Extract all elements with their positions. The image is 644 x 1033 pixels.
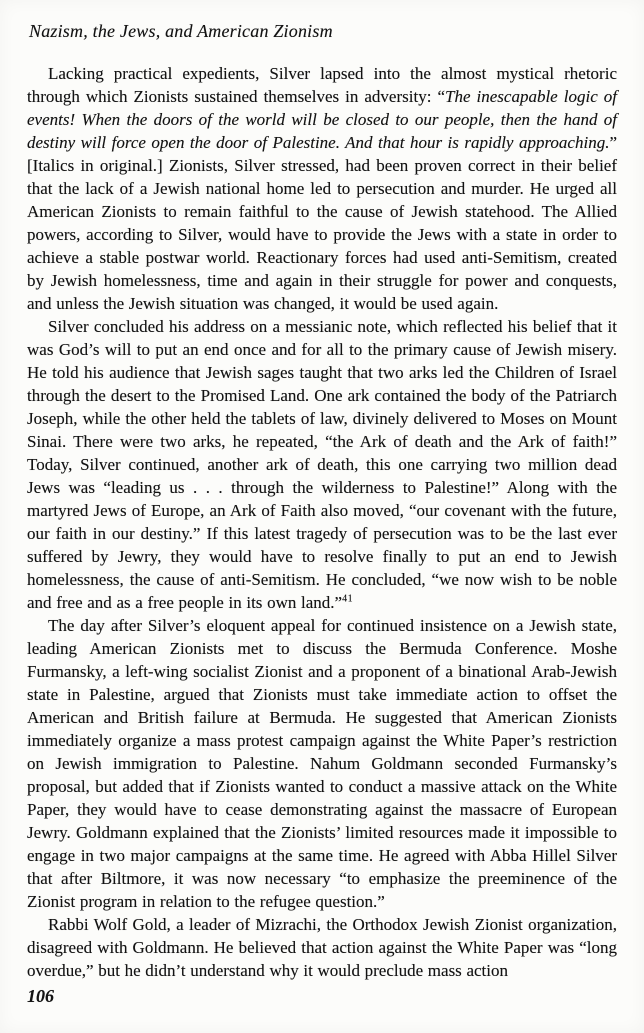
paragraph-1-rest: ” [Italics in original.] Zionists, Silver stressed, had been proven correct in their belief that the lack of a Jewish national home led to persecution and murder. He urged all American Zionists to remain faithful to the cause of Jewish statehood. The Allied powers, according to Silver, would have to provide the Jews with a state in order to achieve a stable postwar world. Reactionary forces had used anti-Semitism, created by Jewish homelessness, time and again in their struggle for power and conquests, and unless the Jewish situation was changed, it would be used again. <box>27 133 617 313</box>
paragraph-4 <box>27 913 617 982</box>
body-text <box>27 62 617 982</box>
paragraph-2 <box>27 315 617 614</box>
paragraph-1 <box>27 62 617 315</box>
running-head: Nazism, the Jews, and American Zionism <box>29 21 333 41</box>
page-number: 106 <box>27 986 54 1006</box>
footnote-reference: 41 <box>342 593 354 605</box>
paragraph-3-body: The day after Silver’s eloquent appeal for continued insistence on a Jewish state, leading American Zionists met to discuss the Bermuda Conference. Moshe Furmansky, a left-wing socialist Zionist and a proponent of a binational Arab-Jewish state in Palestine, argued that Zionists must take immediate action to offset the American and British failure at Bermuda. He suggested that American Zionists immediately organize a mass protest campaign against the White Paper’s restriction on Jewish immigration to Palestine. Nahum Goldmann seconded Furmansky’s proposal, but added that if Zionists wanted to conduct a massive attack on the White Paper, they would have to cease demonstrating against the massacre of European Jewry. Goldmann explained that the Zionists’ limited resources made it impossible to engage in two major campaigns at the same time. He agreed with Abba Hillel Silver that after Biltmore, it was now necessary “to emphasize the preeminence of the Zionist program in relation to the refugee question.” <box>27 616 617 911</box>
paragraph-4-body: Rabbi Wolf Gold, a leader of Mizrachi, the Orthodox Jewish Zionist organization, disagreed with Goldmann. He believed that action against the White Paper was “long overdue,” but he didn’t understand why it would preclude mass action <box>27 915 617 980</box>
paragraph-1-lead: Lacking practical expedients, Silver lapsed into the almost mystical rhetoric through which Zionists sustained themselves in adversity: “ <box>27 64 617 106</box>
paragraph-3 <box>27 614 617 913</box>
paragraph-2-body: Silver concluded his address on a messianic note, which reflected his belief that it was God’s will to put an end once and for all to the primary cause of Jewish misery. He told his audience that Jewish sages taught that two arks led the Children of Israel through the desert to the Promised Land. One ark contained the body of the Patriarch Joseph, while the other held the tablets of law, divinely delivered to Moses on Mount Sinai. There were two arks, he repeated, “the Ark of death and the Ark of faith!” Today, Silver continued, another ark of death, this one carrying two million dead Jews was “leading us . . . through the wilderness to Palestine!” Along with the martyred Jews of Europe, an Ark of Faith also moved, “our covenant with the future, our faith in our destiny.” If this latest tragedy of persecution was to be the last ever suffered by Jewry, they would have to resolve finally to put an end to Jewish homelessness, the cause of anti-Semitism. He concluded, “we now wish to be noble and free and as a free people in its own land.” <box>27 317 617 612</box>
paragraph-1-italic-quote: The inescapable logic of events! When the doors of the world will be closed to our people, then the hand of destiny will force open the door of Palestine. And that hour is rapidly approaching. <box>27 87 617 152</box>
